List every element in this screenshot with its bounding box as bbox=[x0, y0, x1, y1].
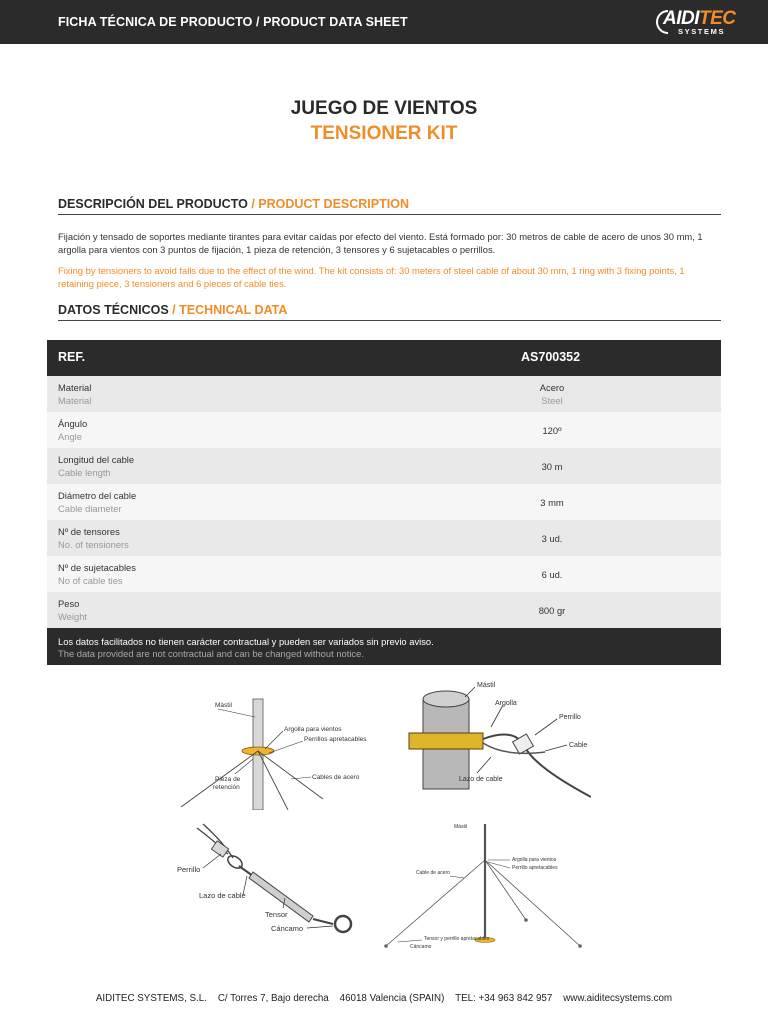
figure-installation-illustration bbox=[380, 816, 590, 958]
col-ref: REF. bbox=[58, 350, 86, 364]
fig1-label-ring: Argolla para vientos bbox=[284, 726, 342, 733]
figure-ring-detail-illustration bbox=[395, 677, 591, 799]
table-disclaimer bbox=[47, 628, 721, 665]
description-text-en: Fixing by tensioners to avoid falls due to the effect of the wind. The kit consists of: 30 meters of steel cable of about 30 mm, 1 ring with 3 fixing points, 1 retaining piece, 3 tensioners and 6 pieces of cable ties. bbox=[58, 265, 685, 289]
fig4-label-clamp: Perrillo apretacables bbox=[512, 865, 558, 871]
fig1-label-piece: Pieza de bbox=[215, 776, 241, 783]
footer-contact: AIDITEC SYSTEMS, S.L. C/ Torres 7, Bajo derecha 46018 Valencia (SPAIN) TEL: +34 963 842 957 www.aiditecsystems.com bbox=[95, 993, 673, 1004]
fig2-label-mast: Mástil bbox=[477, 682, 496, 689]
table-row: Peso Weight 800 gr bbox=[47, 592, 721, 628]
fig1-label-retention: retención bbox=[213, 784, 240, 791]
fig4-label-tensor: Tensor y perrillo apretacables bbox=[424, 936, 490, 942]
description-text-es: Fijación y tensado de soportes mediante tirantes para evitar caídas por efecto del viento. Está formado por: 30 metros de cable de acero de unos 30 mm, 1 argolla para vientos con 3 puntos de fijación, 1 pieza de retención, 3 tensores y 6 sujetacables o perrillos. bbox=[58, 231, 703, 255]
table-row: Material Material Acero Steel bbox=[47, 376, 721, 412]
table-row: Nº de tensores No. of tensioners 3 ud. bbox=[47, 520, 721, 556]
figure-mast-ring-illustration bbox=[173, 679, 380, 810]
fig2-label-cable: Cable bbox=[569, 742, 588, 749]
col-code: AS700352 bbox=[521, 350, 581, 364]
technical-heading: DATOS TÉCNICOS / TECHNICAL DATA bbox=[58, 301, 721, 321]
fig2-label-loop: Lazo de cable bbox=[459, 776, 503, 783]
figure-tensioner-illustration bbox=[173, 820, 373, 938]
table-row: Longitud del cable Cable length 30 m bbox=[47, 448, 721, 484]
fig3-label-eyebolt: Cáncamo bbox=[271, 924, 304, 933]
fig1-label-mast: Mástil bbox=[215, 702, 232, 709]
aiditec-logo bbox=[656, 9, 738, 37]
technical-table bbox=[47, 340, 721, 665]
logo-wordmark: AIDITEC bbox=[663, 8, 736, 29]
description-heading: DESCRIPCIÓN DEL PRODUCTO / PRODUCT DESCRIPTION bbox=[58, 195, 721, 215]
fig4-label-ring: Argolla para vientos bbox=[512, 857, 557, 863]
table-row: Ángulo Angle 120º bbox=[47, 412, 721, 448]
header-title: FICHA TÉCNICA DE PRODUCTO / PRODUCT DATA SHEET bbox=[58, 15, 408, 29]
fig3-label-clamp: Perrillo bbox=[177, 865, 201, 874]
fig4-label-mast: Mástil bbox=[454, 824, 468, 830]
fig2-label-clamp: Perrillo bbox=[559, 714, 581, 721]
fig1-label-clamps: Perrillos apretacables bbox=[304, 736, 367, 743]
fig1-label-cables: Cables de acero bbox=[312, 774, 360, 781]
fig3-label-tensor: Tensor bbox=[265, 910, 288, 919]
fig2-label-ring: Argolla bbox=[495, 700, 517, 707]
fig4-label-cable: Cable de acero bbox=[416, 870, 450, 876]
header-bar bbox=[0, 0, 768, 44]
table-header bbox=[47, 340, 721, 376]
table-row: Nº de sujetacables No of cable ties 6 ud. bbox=[47, 556, 721, 592]
table-row: Diámetro del cable Cable diameter 3 mm bbox=[47, 484, 721, 520]
product-title-es: JUEGO DE VIENTOS bbox=[290, 98, 478, 119]
logo-subtitle: SYSTEMS bbox=[678, 27, 726, 36]
disclaimer-en: The data provided are not contractual and can be changed without notice. bbox=[58, 648, 364, 659]
disclaimer-es: Los datos facilitados no tienen carácter contractual y pueden ser variados sin previo aviso. bbox=[58, 636, 434, 647]
fig3-label-loop: Lazo de cable bbox=[199, 891, 246, 900]
product-title-en: TENSIONER KIT bbox=[310, 123, 458, 144]
fig4-label-eyebolt: Cáncamo bbox=[410, 944, 432, 950]
